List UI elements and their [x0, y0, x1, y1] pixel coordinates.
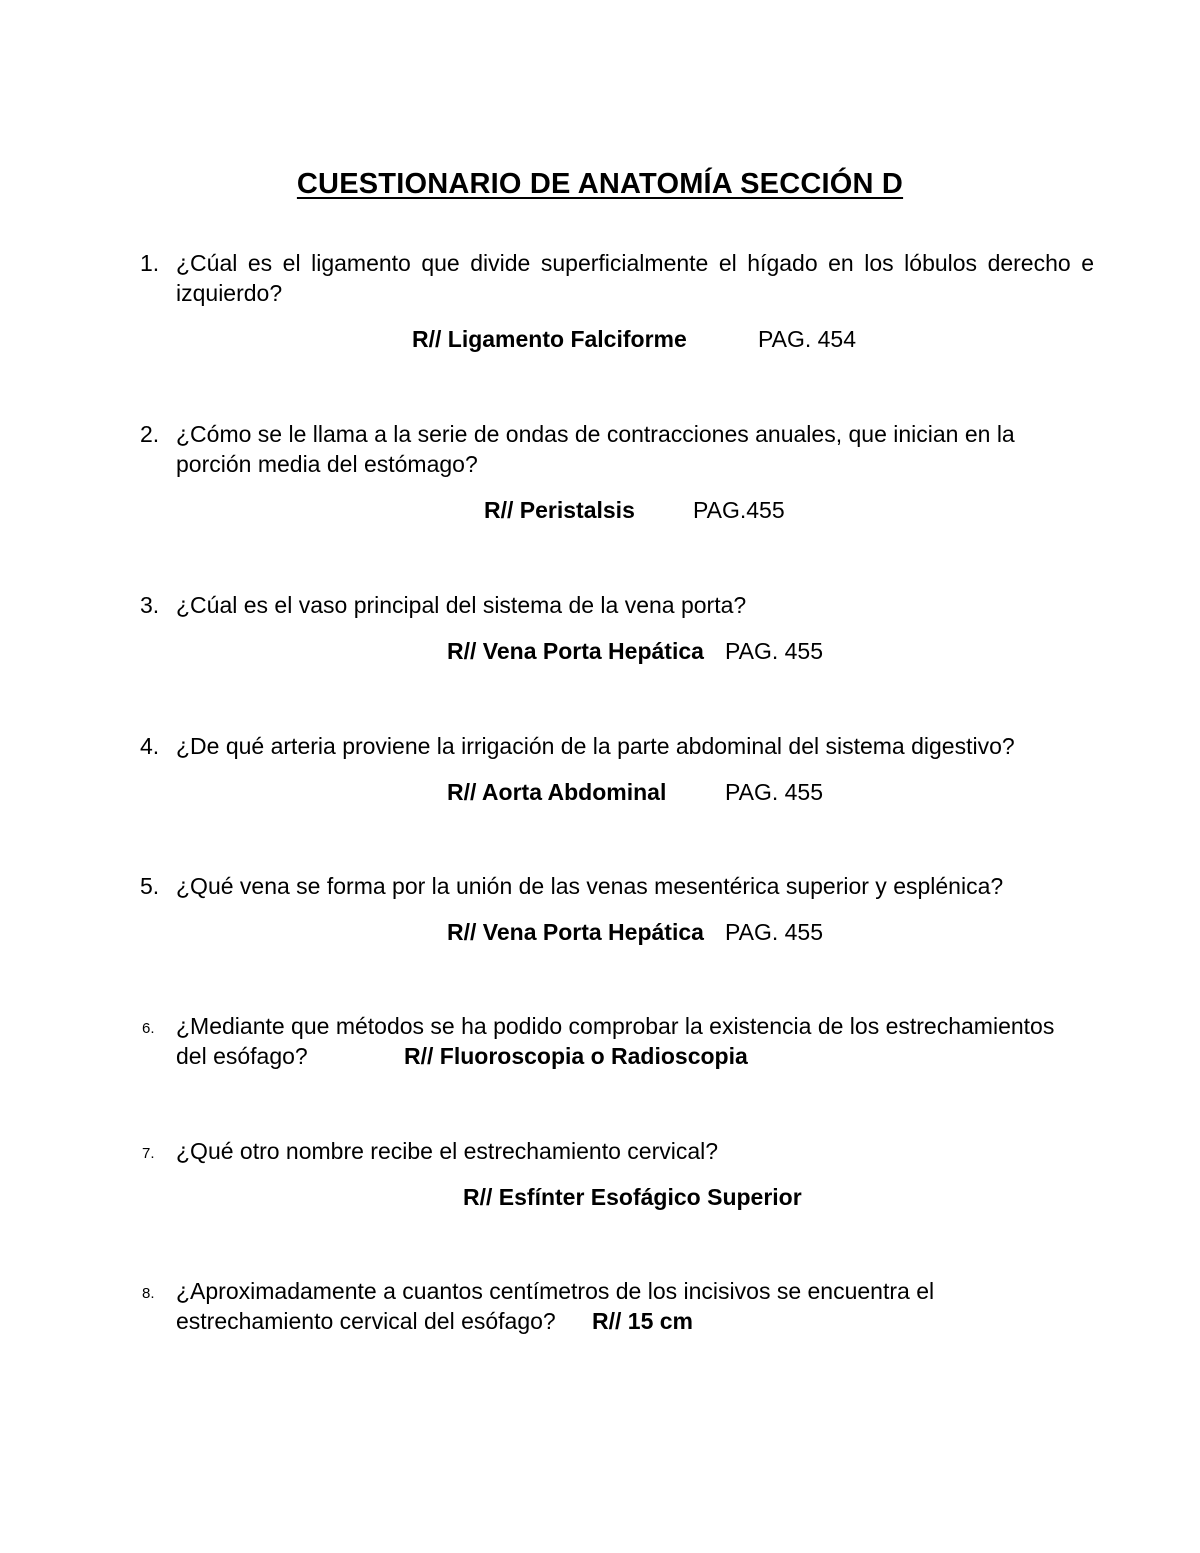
answer-text: R// Ligamento Falciforme	[412, 326, 687, 352]
answer-line	[592, 1308, 693, 1335]
answer-text: R// Vena Porta Hepática	[447, 638, 704, 664]
question-number: 6.	[142, 1020, 155, 1037]
question-text: ¿Cómo se le llama a la serie de ondas de contracciones anuales, que inician en la porción media del estómago?	[176, 421, 1015, 477]
question-number: 3.	[140, 592, 160, 618]
question-number: 5.	[140, 873, 160, 899]
page-reference: PAG. 455	[725, 779, 824, 805]
question-text-continued: estrechamiento cervical del esófago?	[176, 1308, 556, 1334]
answer-text: R// Fluoroscopia o Radioscopia	[404, 1043, 748, 1069]
page-reference: PAG. 455	[725, 638, 824, 664]
question-text: ¿Cúal es el vaso principal del sistema de la vena porta?	[176, 592, 747, 618]
question-number: 8.	[142, 1285, 155, 1302]
answer-text: R// Aorta Abdominal	[447, 779, 667, 805]
answer-line	[484, 497, 635, 524]
question-number: 7.	[142, 1145, 155, 1162]
document-title: CUESTIONARIO DE ANATOMÍA SECCIÓN D	[296, 168, 904, 200]
question-text: ¿Qué otro nombre recibe el estrechamiento cervical?	[176, 1138, 719, 1164]
answer-text: R// Esfínter Esofágico Superior	[463, 1184, 802, 1210]
question-text: ¿Mediante que métodos se ha podido comprobar la existencia de los estrechamientos	[176, 1013, 1055, 1039]
answer-line	[404, 1043, 748, 1070]
answer-text: R// 15 cm	[592, 1308, 693, 1334]
question-text: ¿Cúal es el ligamento que divide superficialmente el hígado en los lóbulos derecho e izquierdo?	[176, 250, 1094, 306]
answer-line	[412, 326, 687, 353]
question-number: 4.	[140, 733, 160, 759]
page-reference: PAG. 454	[758, 326, 857, 352]
answer-line	[463, 1184, 802, 1211]
question-number: 1.	[140, 250, 160, 276]
question-text-continued: del esófago?	[176, 1043, 308, 1069]
question-text: ¿Aproximadamente a cuantos centímetros de los incisivos se encuentra el	[176, 1278, 935, 1304]
question-text: ¿De qué arteria proviene la irrigación de la parte abdominal del sistema digestivo?	[176, 733, 1015, 759]
answer-text: R// Vena Porta Hepática	[447, 919, 704, 945]
page-reference: PAG. 455	[725, 919, 824, 945]
answer-line	[447, 919, 704, 946]
answer-text: R// Peristalsis	[484, 497, 635, 523]
answer-line	[447, 638, 704, 665]
page-reference: PAG.455	[693, 497, 785, 523]
question-text: ¿Qué vena se forma por la unión de las venas mesentérica superior y esplénica?	[176, 873, 1004, 899]
question-number: 2.	[140, 421, 160, 447]
answer-line	[447, 779, 666, 806]
